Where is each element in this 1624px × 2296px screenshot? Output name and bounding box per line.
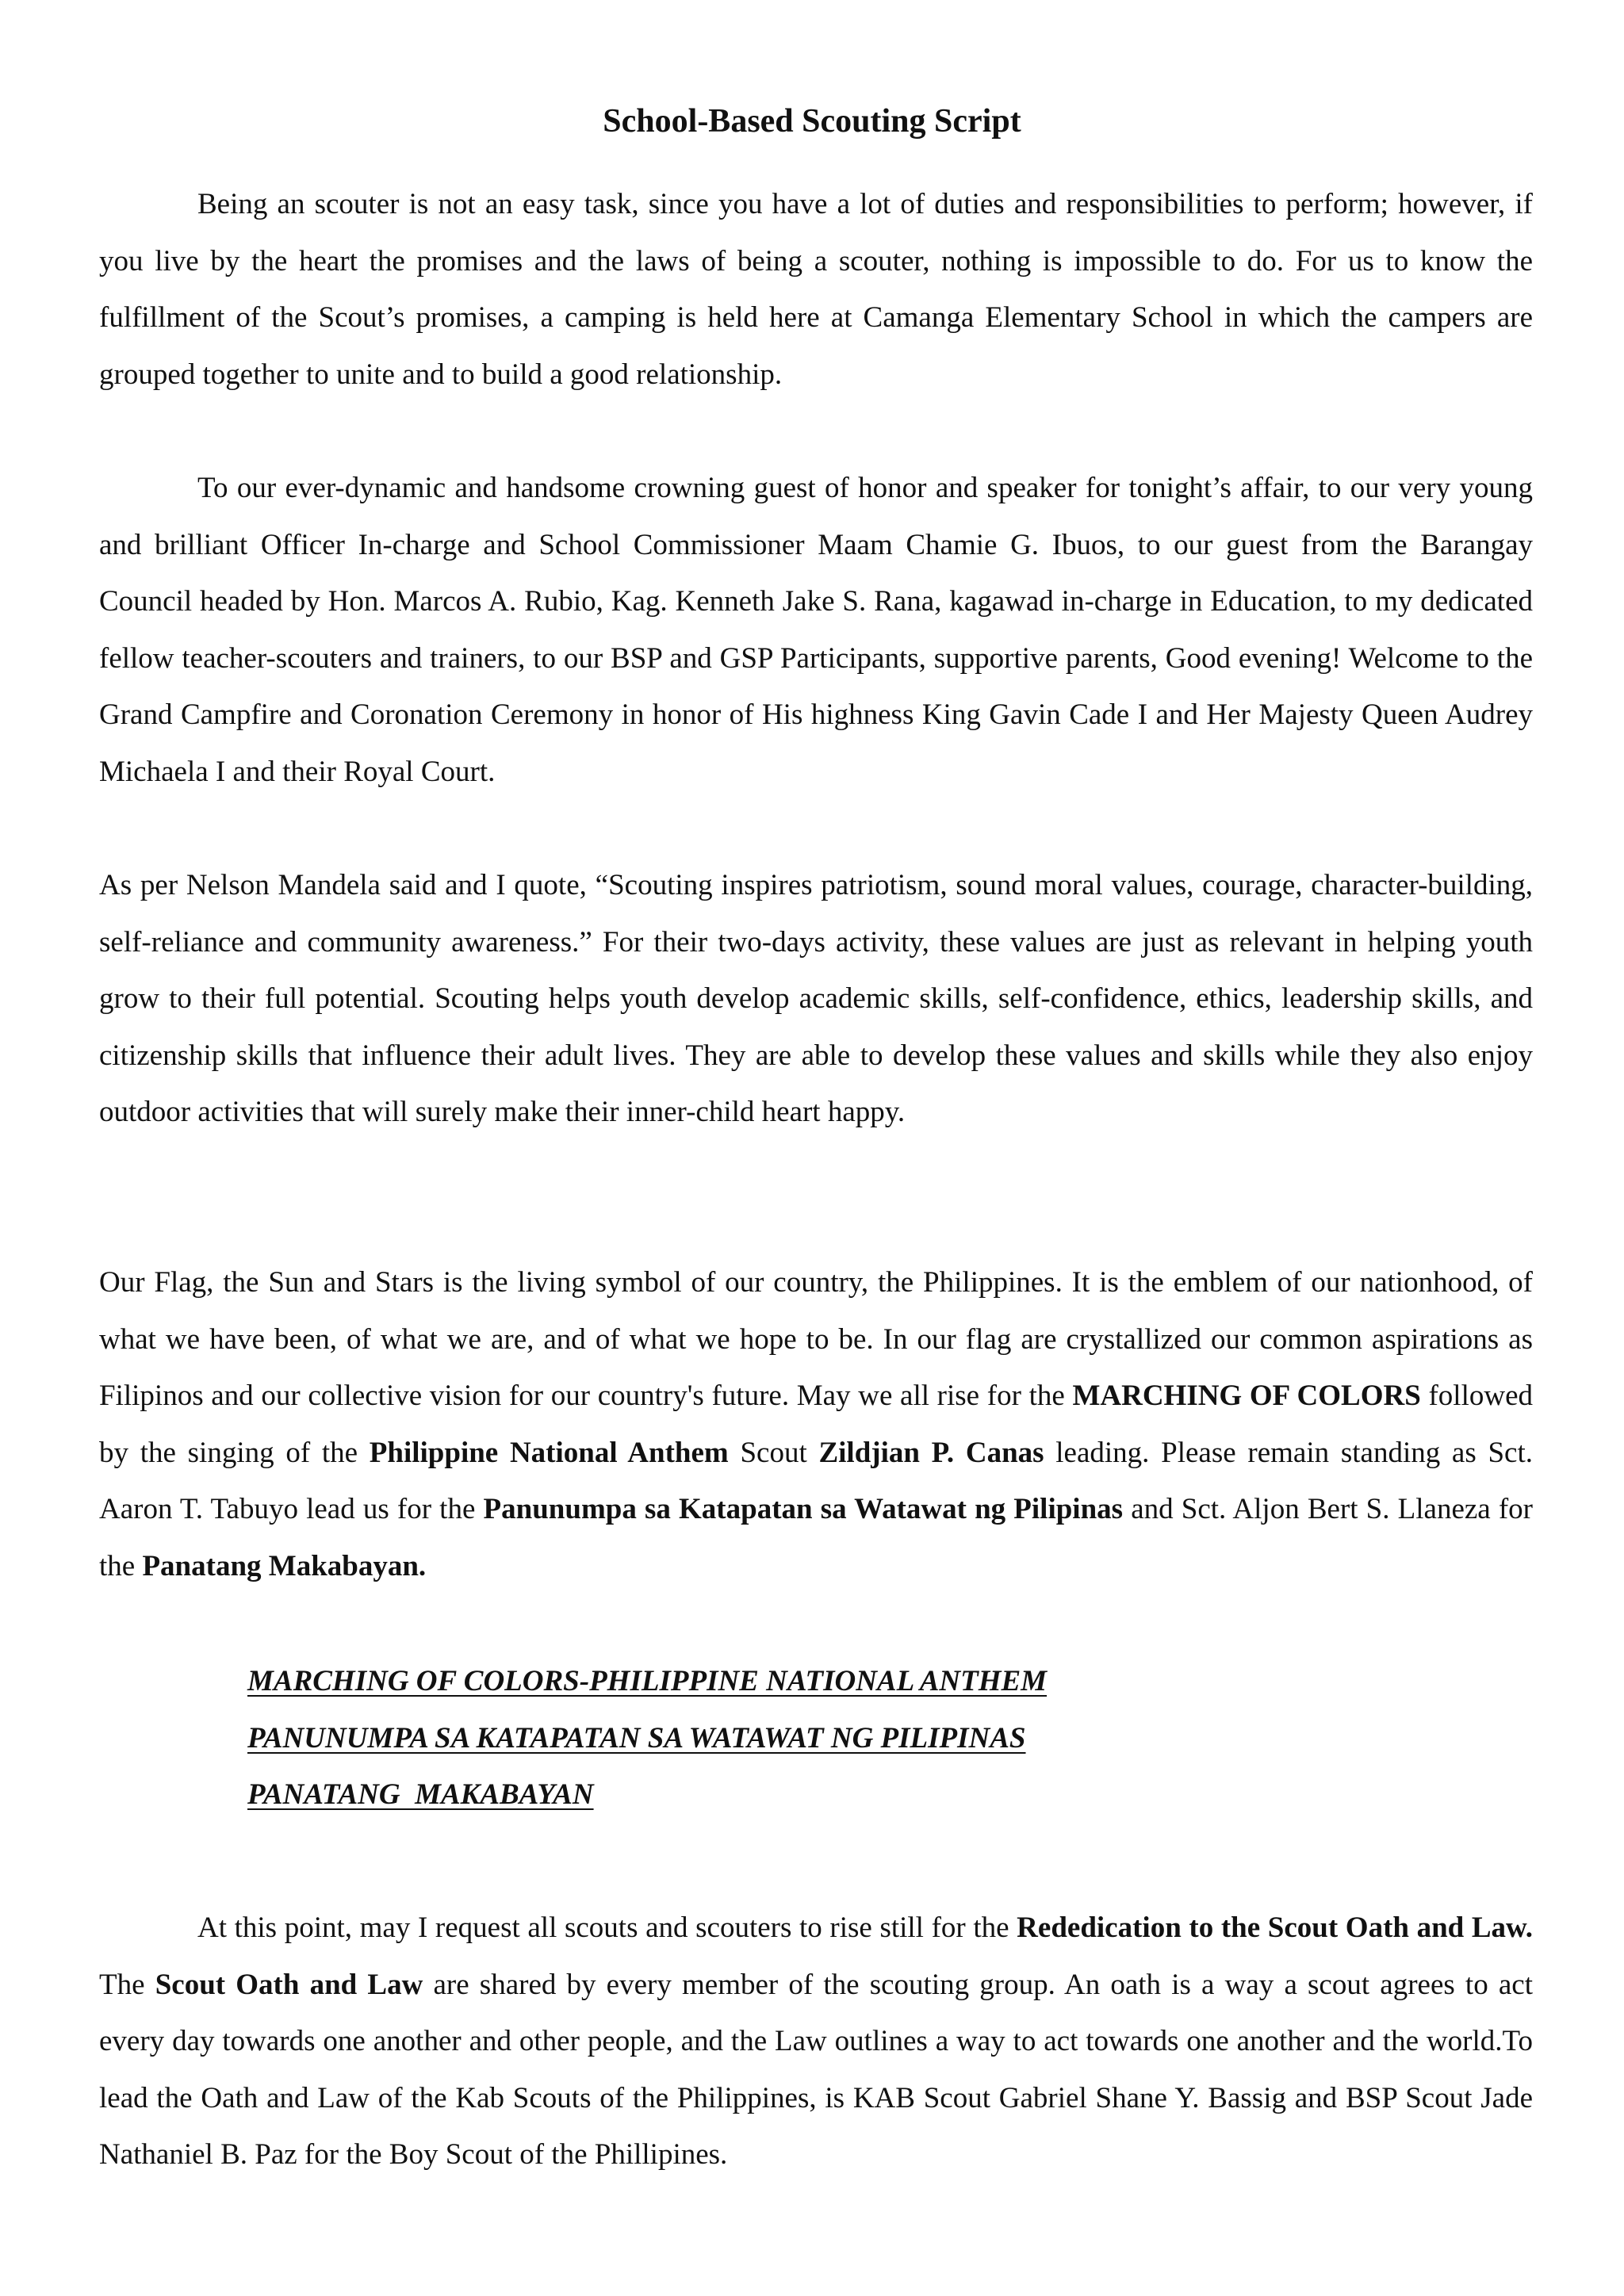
paragraph-introduction: Being an scouter is not an easy task, since you have a lot of duties and responsibilities to perform; however, if you live by the heart the promises and the laws of being a scouter, nothing is impossible to do. For us to know the fulfillment of the Scout’s promises, a camping is held here at Camanga Elementary School in which the campers are grouped together to unite and to build a good relationship. xyxy=(99,188,1533,391)
paragraph-scout-oath xyxy=(99,1900,1533,2183)
flag-text-1: Our Flag, the Sun and Stars is the living symbol of our country, the Philippines. It is the emblem of our nationhood, of what we have been, of what we are, and of what we hope to be. In our flag are crystallized our common aspirations as Filipinos and our collective vision for our country's future. May we all rise for the xyxy=(99,1266,1533,1412)
oath-bold-oath-law: Scout Oath and Law xyxy=(155,1968,423,2001)
heading-panunumpa: PANUNUMPA SA KATAPATAN SA WATAWAT NG PILIPINAS xyxy=(247,1721,1026,1755)
oath-bold-rededication: Rededication to the Scout Oath and Law. xyxy=(1017,1911,1533,1944)
paragraph-welcome: To our ever-dynamic and handsome crowning guest of honor and speaker for tonight’s affair, to our very young and brilliant Officer In-charge and School Commissioner Maam Chamie G. Ibuos, to our guest from the Barangay Council headed by Hon. Marcos A. Rubio, Kag. Kenneth Jake S. Rana, kagawad in-charge in Education, to my dedicated fellow teacher-scouters and trainers, to our BSP and GSP Participants, supportive parents, Good evening! Welcome to the Grand Campfire and Coronation Ceremony in honor of His highness King Gavin Cade I and Her Majesty Queen Audrey Michaela I and their Royal Court. xyxy=(99,472,1533,788)
flag-text-3: Scout xyxy=(728,1436,819,1469)
heading-marching-of-colors: MARCHING OF COLORS-PHILIPPINE NATIONAL ANTHEM xyxy=(247,1665,1048,1697)
ceremony-headings xyxy=(247,1653,1047,1823)
oath-text-2: The xyxy=(99,1968,155,2001)
oath-text-1: At this point, may I request all scouts and scouters to rise still for the xyxy=(197,1911,1017,1944)
flag-text-2: followed by the singing of the xyxy=(99,1380,1534,1469)
flag-bold-leader: Zildjian P. Canas xyxy=(818,1436,1044,1469)
flag-bold-marching: MARCHING OF COLORS xyxy=(1072,1380,1421,1412)
oath-text-3: are shared by every member of the scouting group. An oath is a way a scout agrees to act every day towards one another and other people, and the Law outlines a way to act towards one another and the world.To lead the Oath and Law of the Kab Scouts of the Philippines, is KAB Scout Gabriel Shane Y. Bassig and BSP Scout Jade Nathaniel B. Paz for the Boy Scout of the Phillipines. xyxy=(99,1968,1533,2171)
flag-bold-anthem: Philippine National Anthem xyxy=(369,1436,729,1469)
flag-text-4: leading. Please remain standing as Sct. Aaron T. Tabuyo lead us for the xyxy=(99,1436,1534,1525)
paragraph-flag xyxy=(99,1254,1533,1594)
paragraph-mandela-quote: As per Nelson Mandela said and I quote, “Scouting inspires patriotism, sound moral values, courage, character-building, self-reliance and community awareness.” For their two-days activity, these values are just as relevant in helping youth grow to their full potential. Scouting helps youth develop academic skills, self-confidence, ethics, leadership skills, and citizenship skills that influence their adult lives. They are able to develop these values and skills while they also enjoy outdoor activities that will surely make their inner-child heart happy. xyxy=(99,869,1533,1128)
flag-bold-panunumpa: Panunumpa sa Katapatan sa Watawat ng Pilipinas xyxy=(483,1493,1124,1525)
heading-panatang: PANATANG MAKABAYAN xyxy=(247,1778,594,1811)
document-title: School-Based Scouting Script xyxy=(603,103,1021,140)
flag-text-5: and Sct. Aljon Bert S. Llaneza for the xyxy=(99,1493,1533,1582)
flag-bold-panatang: Panatang Makabayan. xyxy=(142,1549,427,1582)
